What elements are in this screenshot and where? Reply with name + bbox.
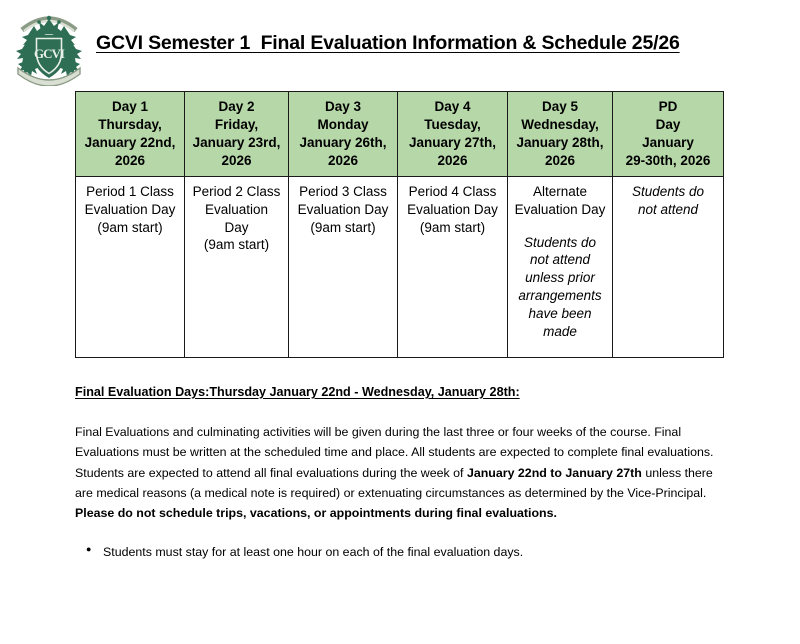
header-line: 2026 (114, 152, 146, 168)
body-line: Evaluation Day (297, 201, 389, 217)
day-header-cell-1 (76, 92, 185, 177)
header-line: January 22nd, (84, 135, 176, 150)
body-note-line: not attend (529, 252, 591, 268)
body-line: Evaluation Day (407, 201, 498, 217)
header-line: Day 3 (324, 99, 362, 115)
header-line: January (642, 135, 694, 150)
header-line: January 23rd, (192, 135, 281, 150)
header-line: 2026 (327, 152, 359, 168)
body-line: (9am start) (419, 219, 486, 235)
day-header-cell-4 (398, 92, 508, 177)
body-line: (9am start) (97, 219, 163, 235)
day-body-cell-pd (613, 177, 724, 358)
body-note-line: made (543, 323, 577, 339)
day-body-cell-2 (185, 177, 289, 358)
body-note-line: not attend (637, 201, 699, 217)
information-section (75, 382, 727, 569)
header-line: Day (655, 117, 681, 133)
header-line: Monday (317, 117, 369, 133)
body-line: Period 4 Class (408, 184, 497, 199)
header-line: Day 5 (541, 99, 579, 115)
header-line: Day 1 (111, 99, 149, 115)
body-line: Alternate (532, 184, 588, 199)
body-note-line: Students do (523, 234, 597, 250)
list-item (103, 543, 727, 563)
header-line: 29-30th, 2026 (625, 152, 711, 168)
header-line: Day 2 (218, 99, 255, 115)
table-header-row (76, 92, 724, 177)
day-body-cell-1 (76, 177, 185, 358)
header-line: Friday, (214, 117, 259, 133)
header-line: 2026 (544, 152, 576, 168)
body-line: (9am start) (203, 237, 270, 253)
header-line: 2026 (437, 152, 468, 168)
body-note-line: Students do (631, 184, 705, 199)
cell-spacer (512, 219, 608, 234)
header-line: Thursday, (98, 117, 162, 133)
body-line: Period 1 Class (86, 184, 174, 199)
header-line: January 26th, (299, 135, 387, 150)
body-line: Day (224, 219, 249, 235)
information-paragraph (75, 422, 727, 522)
day-header-cell-pd (613, 92, 724, 177)
header-line: Wednesday, (521, 117, 599, 133)
day-body-cell-3 (289, 177, 398, 358)
header-line: Tuesday, (424, 117, 481, 133)
header-line: January 28th, (516, 135, 604, 150)
notes-list (75, 543, 727, 563)
body-line: Evaluation (204, 201, 269, 217)
evaluation-schedule-table (75, 91, 723, 358)
header-line: Day 4 (434, 99, 471, 115)
body-note-line: unless prior (525, 270, 595, 286)
body-line: Evaluation Day (514, 201, 606, 217)
header-line: PD (658, 99, 678, 115)
page-title: GCVI Semester 1 Final Evaluation Information & Schedule 25/26 (96, 32, 680, 54)
paragraph-part-1: Final Evaluations and culminating activities will be given during the last three or four weeks of the course. Final Evaluations must be written at the scheduled time and place. All students are expected to complete final evaluations. Students are expected to attend all final evaluations during the week of (75, 425, 714, 480)
day-header-cell-3 (289, 92, 398, 177)
paragraph-bold-warning: Please do not schedule trips, vacations, or appointments during final evaluations. (75, 505, 557, 520)
body-note-line: arrangements (518, 288, 602, 304)
header-line: January 27th, (408, 135, 497, 150)
day-header-cell-2 (185, 92, 289, 177)
body-line: (9am start) (310, 219, 376, 235)
paragraph-bold-dates: January 22nd to January 27th (466, 465, 642, 480)
body-note-line: have been (528, 305, 592, 321)
svg-text:GCVI: GCVI (34, 46, 64, 61)
document-header (0, 0, 800, 86)
body-line: Period 3 Class (299, 184, 387, 199)
day-body-cell-5 (508, 177, 613, 358)
paragraph-part-2: unless there are medical reasons (a medical note is required) or extenuating circumstances as determined by the Vice-Principal. (75, 465, 713, 500)
day-body-cell-4 (398, 177, 508, 358)
table-row (76, 177, 724, 358)
body-line: Evaluation Day (84, 201, 176, 217)
body-line: Period 2 Class (192, 184, 281, 199)
section-heading: Final Evaluation Days:Thursday January 22nd - Wednesday, January 28th: (75, 385, 520, 399)
list-item-label: Students must stay for at least one hour on each of the final evaluation days. (103, 544, 524, 559)
day-header-cell-5 (508, 92, 613, 177)
gcvi-school-crest-icon (8, 6, 90, 86)
header-line: 2026 (221, 152, 252, 168)
